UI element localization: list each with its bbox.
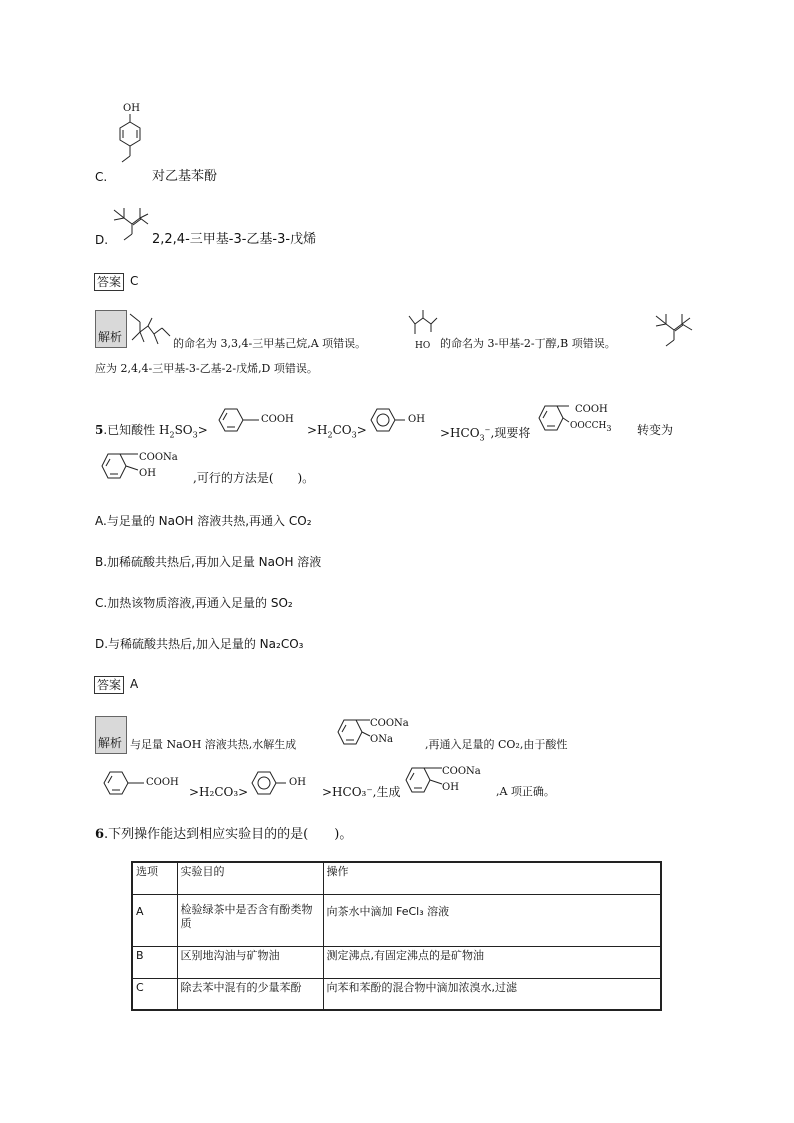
table-cell: B	[132, 946, 177, 978]
table-row	[132, 894, 661, 946]
cooh-label-2: COOH	[146, 777, 179, 788]
q6-stem-text: .下列操作能达到相应实验目的的是( )。	[104, 827, 353, 842]
alkene-structure-d2	[652, 310, 698, 350]
table-cell: 向苯和苯酚的混合物中滴加浓溴水,过滤	[323, 978, 661, 1010]
table-header-cell: 选项	[132, 862, 177, 894]
oh-label-1: OH	[408, 414, 425, 425]
table-row	[132, 978, 661, 1010]
q6-number: 6	[95, 827, 105, 842]
analysis-label-5: 解析	[98, 736, 123, 750]
h2co3-a: >H	[307, 423, 328, 437]
sodium-salicylate-structure	[98, 450, 144, 486]
option-d-text: 2,2,4-三甲基-3-乙基-3-戊烯	[152, 232, 317, 247]
analysis-5-b: ,再通入足量的 CO₂,由于酸性	[425, 738, 568, 751]
aspirin-cooh-label: COOH	[575, 404, 608, 415]
q5-stem-c: 转变为	[637, 423, 674, 437]
prod-coona-label: COONa	[139, 452, 178, 463]
answer-value-5: A	[130, 677, 139, 691]
operations-table	[131, 861, 662, 1011]
table-cell: 向茶水中滴加 FeCl₃ 溶液	[323, 894, 661, 946]
q6-stem	[95, 827, 352, 843]
aspirin-ester-label: $OOCCH_3$	[570, 421, 612, 433]
benzoic-acid-structure-2	[100, 768, 150, 802]
table-cell: A	[132, 894, 177, 946]
analysis-4-line2: 应为 2,4,4-三甲基-3-乙基-2-戊烯,D 项错误。	[95, 362, 318, 375]
hco3-text-1: $>HCO_3^-$,现要将	[440, 426, 531, 443]
q5-number: 5	[95, 423, 104, 437]
q5-option-d: D.与稀硫酸共热后,加入足量的 Na₂CO₃	[95, 637, 304, 651]
answer-value: C	[130, 274, 139, 288]
analysis-5-end: ,A 项正确。	[496, 785, 555, 798]
q5-stem-d: ,可行的方法是( )。	[193, 471, 315, 485]
q5-stem-a: .已知酸性 H	[103, 423, 170, 437]
option-c-letter: C.	[95, 170, 108, 184]
h2co3-b: CO	[332, 423, 352, 437]
benzoic-acid-structure	[215, 405, 265, 439]
oh-label-2: OH	[289, 777, 306, 788]
aspirin-ester-a: OOCCH	[570, 421, 607, 431]
analysis-4-part1: 的命名为 3,3,4-三甲基己烷,A 项错误。	[173, 337, 367, 350]
prod-oh-label: OH	[139, 468, 156, 479]
table-row	[132, 946, 661, 978]
table-cell: 除去苯中混有的少量苯酚	[177, 978, 323, 1010]
mid-coona-label: COONa	[370, 718, 409, 729]
option-c-text: 对乙基苯酚	[152, 169, 218, 184]
table-cell: 测定沸点,有固定沸点的是矿物油	[323, 946, 661, 978]
optc-oh-label: OH	[123, 103, 140, 114]
q5-option-a: A.与足量的 NaOH 溶液共热,再通入 CO₂	[95, 514, 312, 528]
table-header-row	[132, 862, 661, 894]
hco3-text-2: >HCO₃⁻,生成	[322, 785, 401, 799]
q5-stem-a3: >	[197, 423, 208, 437]
answer-label-5: 答案	[94, 676, 124, 694]
aspirin-structure	[535, 402, 575, 438]
analysis-label-box	[95, 310, 127, 348]
h2co3-text-1: $>H_2CO_3>$	[307, 423, 367, 440]
h2co3-c: >	[356, 423, 367, 437]
analysis-4-part2: 的命名为 3-甲基-2-丁醇,B 项错误。	[440, 337, 616, 350]
table-cell: C	[132, 978, 177, 1010]
analysis-label-box-5	[95, 716, 127, 754]
analysis-5-a: 与足量 NaOH 溶液共热,水解生成	[130, 738, 297, 751]
alkene-structure-d	[110, 204, 152, 244]
analysis-label: 解析	[98, 330, 123, 344]
table-header-cell: 操作	[323, 862, 661, 894]
q5-stem-line1: 5.已知酸性 $H_2SO_3>$	[95, 423, 208, 440]
option-d-letter: D.	[95, 233, 109, 247]
table-cell: 区别地沟油与矿物油	[177, 946, 323, 978]
h2co3-text-2: >H₂CO₃>	[189, 785, 249, 799]
analysis-ho-label: HO	[415, 341, 431, 351]
q5-option-c: C.加热该物质溶液,再通入足量的 SO₂	[95, 596, 293, 610]
hco3-a: >HCO	[440, 426, 480, 440]
coona-label-2: COONa	[442, 766, 481, 777]
mid-ona-label: ONa	[370, 734, 393, 745]
q5-option-b: B.加稀硫酸共热后,再加入足量 NaOH 溶液	[95, 555, 322, 569]
oh-label-3: OH	[442, 782, 459, 793]
table-header-cell: 实验目的	[177, 862, 323, 894]
cooh-label-1: COOH	[261, 414, 294, 425]
q5-stem-b: ,现要将	[490, 426, 531, 440]
answer-label: 答案	[94, 273, 124, 291]
q5-stem-a2: SO	[174, 423, 193, 437]
alkane-structure-a	[128, 310, 174, 354]
table-cell: 检验绿茶中是否含有酚类物质	[177, 894, 323, 946]
